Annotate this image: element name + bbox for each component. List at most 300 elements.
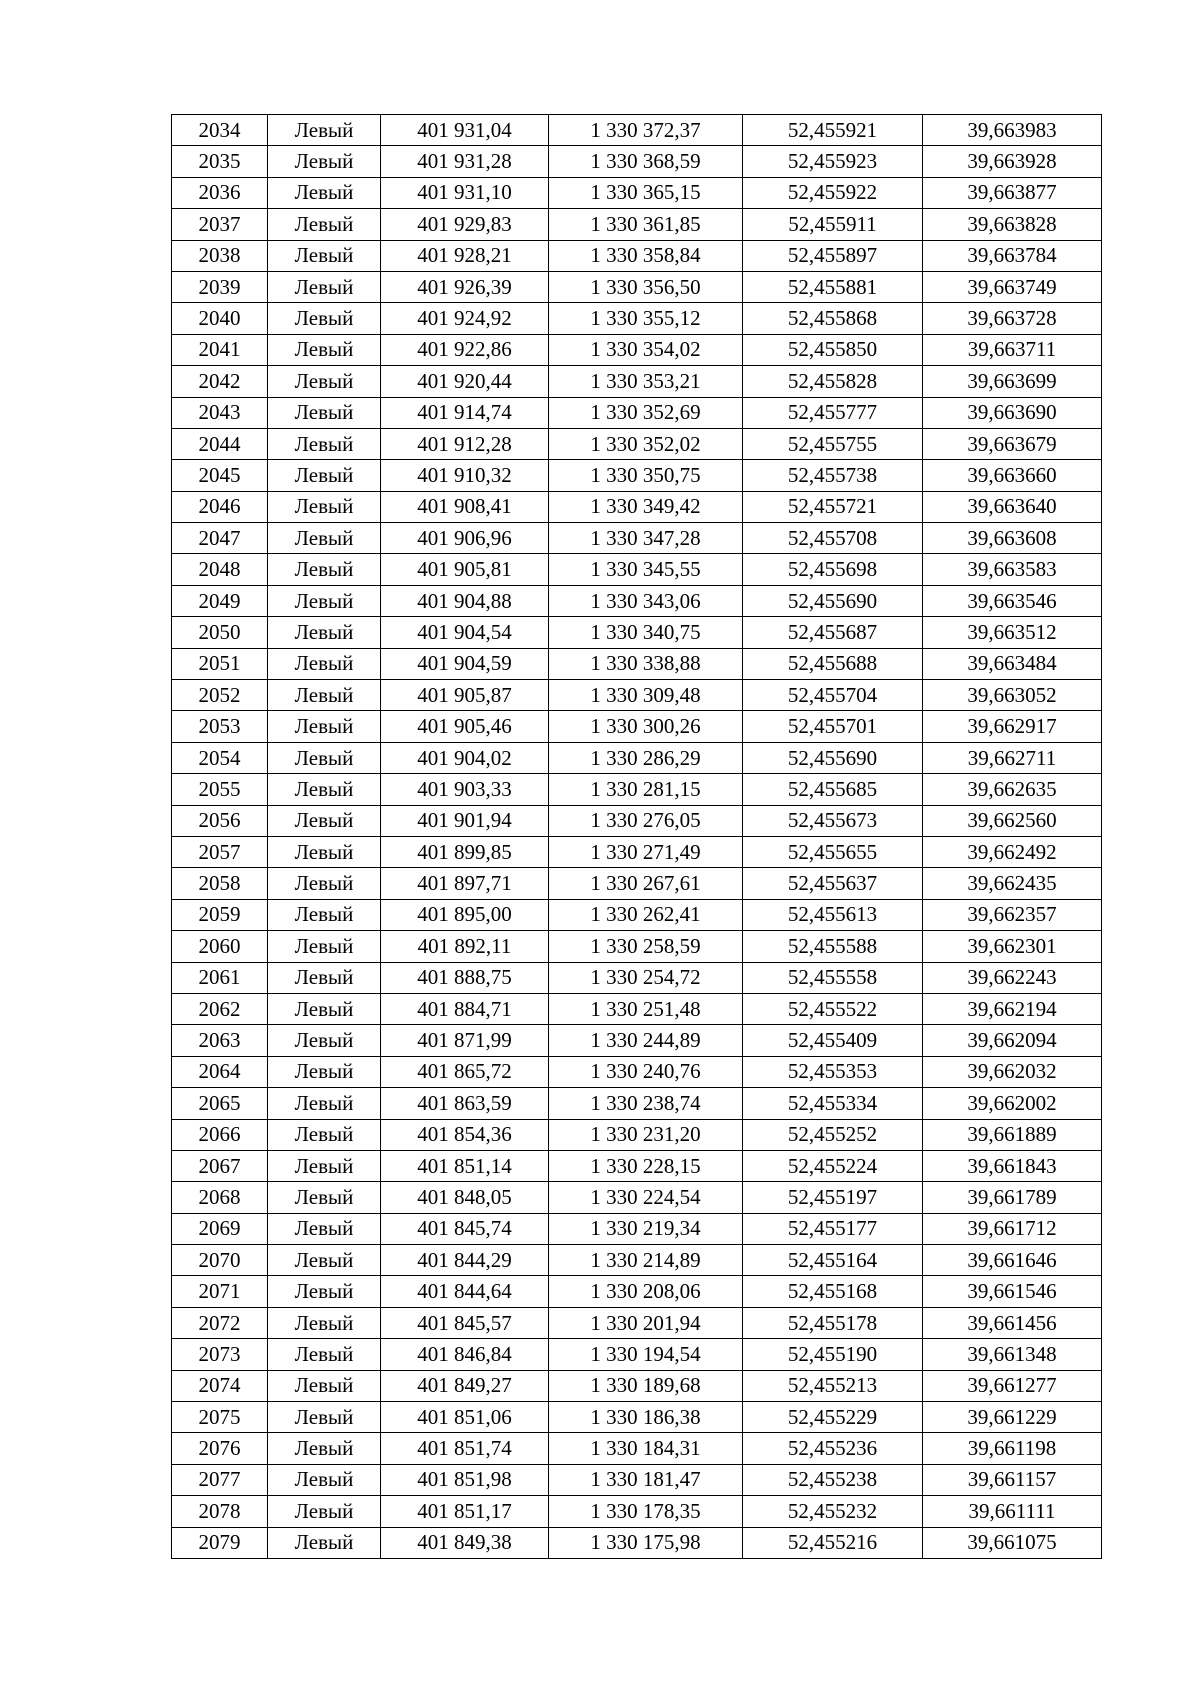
table-row [172, 1307, 1102, 1338]
latitude-cell: 52,455685 [743, 774, 923, 805]
y-coordinate-cell: 1 330 276,05 [549, 805, 743, 836]
latitude-cell: 52,455687 [743, 617, 923, 648]
side-cell: Левый [268, 742, 381, 773]
side-cell: Левый [268, 1496, 381, 1527]
latitude-cell: 52,455868 [743, 303, 923, 334]
point-number-cell: 2067 [172, 1150, 268, 1181]
x-coordinate-cell: 401 908,41 [381, 491, 549, 522]
point-number-cell: 2054 [172, 742, 268, 773]
longitude-cell: 39,663512 [923, 617, 1102, 648]
x-coordinate-cell: 401 912,28 [381, 428, 549, 459]
longitude-cell: 39,661889 [923, 1119, 1102, 1150]
y-coordinate-cell: 1 330 309,48 [549, 680, 743, 711]
point-number-cell: 2039 [172, 271, 268, 302]
side-cell: Левый [268, 836, 381, 867]
y-coordinate-cell: 1 330 281,15 [549, 774, 743, 805]
x-coordinate-cell: 401 931,28 [381, 146, 549, 177]
side-cell: Левый [268, 1276, 381, 1307]
side-cell: Левый [268, 617, 381, 648]
point-number-cell: 2040 [172, 303, 268, 334]
point-number-cell: 2056 [172, 805, 268, 836]
x-coordinate-cell: 401 904,88 [381, 585, 549, 616]
table-row [172, 1464, 1102, 1495]
longitude-cell: 39,663546 [923, 585, 1102, 616]
longitude-cell: 39,663583 [923, 554, 1102, 585]
y-coordinate-cell: 1 330 372,37 [549, 115, 743, 146]
table-row [172, 1433, 1102, 1464]
table-row [172, 836, 1102, 867]
y-coordinate-cell: 1 330 300,26 [549, 711, 743, 742]
point-number-cell: 2079 [172, 1527, 268, 1558]
latitude-cell: 52,455923 [743, 146, 923, 177]
latitude-cell: 52,455721 [743, 491, 923, 522]
point-number-cell: 2071 [172, 1276, 268, 1307]
x-coordinate-cell: 401 901,94 [381, 805, 549, 836]
y-coordinate-cell: 1 330 181,47 [549, 1464, 743, 1495]
longitude-cell: 39,661789 [923, 1182, 1102, 1213]
latitude-cell: 52,455911 [743, 209, 923, 240]
y-coordinate-cell: 1 330 175,98 [549, 1527, 743, 1558]
longitude-cell: 39,662301 [923, 931, 1102, 962]
x-coordinate-cell: 401 851,17 [381, 1496, 549, 1527]
longitude-cell: 39,663690 [923, 397, 1102, 428]
latitude-cell: 52,455177 [743, 1213, 923, 1244]
longitude-cell: 39,661157 [923, 1464, 1102, 1495]
table-row [172, 303, 1102, 334]
point-number-cell: 2042 [172, 366, 268, 397]
side-cell: Левый [268, 931, 381, 962]
longitude-cell: 39,661075 [923, 1527, 1102, 1558]
table-row [172, 177, 1102, 208]
longitude-cell: 39,663877 [923, 177, 1102, 208]
table-row [172, 680, 1102, 711]
longitude-cell: 39,663728 [923, 303, 1102, 334]
side-cell: Левый [268, 774, 381, 805]
side-cell: Левый [268, 1025, 381, 1056]
point-number-cell: 2055 [172, 774, 268, 805]
x-coordinate-cell: 401 865,72 [381, 1056, 549, 1087]
y-coordinate-cell: 1 330 267,61 [549, 868, 743, 899]
x-coordinate-cell: 401 903,33 [381, 774, 549, 805]
x-coordinate-cell: 401 904,59 [381, 648, 549, 679]
longitude-cell: 39,661843 [923, 1150, 1102, 1181]
latitude-cell: 52,455164 [743, 1245, 923, 1276]
y-coordinate-cell: 1 330 228,15 [549, 1150, 743, 1181]
x-coordinate-cell: 401 924,92 [381, 303, 549, 334]
side-cell: Левый [268, 899, 381, 930]
longitude-cell: 39,663983 [923, 115, 1102, 146]
side-cell: Левый [268, 428, 381, 459]
y-coordinate-cell: 1 330 350,75 [549, 460, 743, 491]
longitude-cell: 39,662635 [923, 774, 1102, 805]
point-number-cell: 2062 [172, 993, 268, 1024]
side-cell: Левый [268, 1370, 381, 1401]
x-coordinate-cell: 401 871,99 [381, 1025, 549, 1056]
table-row [172, 899, 1102, 930]
point-number-cell: 2074 [172, 1370, 268, 1401]
y-coordinate-cell: 1 330 240,76 [549, 1056, 743, 1087]
table-row [172, 1245, 1102, 1276]
latitude-cell: 52,455922 [743, 177, 923, 208]
side-cell: Левый [268, 993, 381, 1024]
longitude-cell: 39,662357 [923, 899, 1102, 930]
y-coordinate-cell: 1 330 345,55 [549, 554, 743, 585]
latitude-cell: 52,455738 [743, 460, 923, 491]
latitude-cell: 52,455708 [743, 523, 923, 554]
longitude-cell: 39,661198 [923, 1433, 1102, 1464]
table-row [172, 742, 1102, 773]
x-coordinate-cell: 401 849,27 [381, 1370, 549, 1401]
table-row [172, 1496, 1102, 1527]
side-cell: Левый [268, 1307, 381, 1338]
latitude-cell: 52,455690 [743, 585, 923, 616]
side-cell: Левый [268, 1464, 381, 1495]
x-coordinate-cell: 401 851,14 [381, 1150, 549, 1181]
x-coordinate-cell: 401 845,74 [381, 1213, 549, 1244]
latitude-cell: 52,455558 [743, 962, 923, 993]
side-cell: Левый [268, 240, 381, 271]
x-coordinate-cell: 401 914,74 [381, 397, 549, 428]
longitude-cell: 39,662560 [923, 805, 1102, 836]
longitude-cell: 39,661646 [923, 1245, 1102, 1276]
x-coordinate-cell: 401 926,39 [381, 271, 549, 302]
point-number-cell: 2069 [172, 1213, 268, 1244]
y-coordinate-cell: 1 330 353,21 [549, 366, 743, 397]
point-number-cell: 2078 [172, 1496, 268, 1527]
longitude-cell: 39,663828 [923, 209, 1102, 240]
table-row [172, 428, 1102, 459]
y-coordinate-cell: 1 330 355,12 [549, 303, 743, 334]
latitude-cell: 52,455197 [743, 1182, 923, 1213]
table-row [172, 931, 1102, 962]
side-cell: Левый [268, 648, 381, 679]
table-row [172, 711, 1102, 742]
point-number-cell: 2076 [172, 1433, 268, 1464]
side-cell: Левый [268, 397, 381, 428]
table-row [172, 1276, 1102, 1307]
latitude-cell: 52,455229 [743, 1402, 923, 1433]
y-coordinate-cell: 1 330 231,20 [549, 1119, 743, 1150]
point-number-cell: 2047 [172, 523, 268, 554]
latitude-cell: 52,455881 [743, 271, 923, 302]
latitude-cell: 52,455704 [743, 680, 923, 711]
longitude-cell: 39,661546 [923, 1276, 1102, 1307]
longitude-cell: 39,663784 [923, 240, 1102, 271]
y-coordinate-cell: 1 330 244,89 [549, 1025, 743, 1056]
point-number-cell: 2077 [172, 1464, 268, 1495]
point-number-cell: 2075 [172, 1402, 268, 1433]
table-row [172, 1182, 1102, 1213]
point-number-cell: 2053 [172, 711, 268, 742]
longitude-cell: 39,663484 [923, 648, 1102, 679]
side-cell: Левый [268, 1527, 381, 1558]
table-row [172, 585, 1102, 616]
latitude-cell: 52,455334 [743, 1088, 923, 1119]
side-cell: Левый [268, 805, 381, 836]
side-cell: Левый [268, 1056, 381, 1087]
point-number-cell: 2043 [172, 397, 268, 428]
latitude-cell: 52,455168 [743, 1276, 923, 1307]
point-number-cell: 2041 [172, 334, 268, 365]
table-row [172, 1025, 1102, 1056]
latitude-cell: 52,455236 [743, 1433, 923, 1464]
latitude-cell: 52,455850 [743, 334, 923, 365]
table-row [172, 115, 1102, 146]
latitude-cell: 52,455613 [743, 899, 923, 930]
table-row [172, 774, 1102, 805]
latitude-cell: 52,455673 [743, 805, 923, 836]
longitude-cell: 39,662435 [923, 868, 1102, 899]
y-coordinate-cell: 1 330 352,02 [549, 428, 743, 459]
side-cell: Левый [268, 868, 381, 899]
x-coordinate-cell: 401 863,59 [381, 1088, 549, 1119]
longitude-cell: 39,661712 [923, 1213, 1102, 1244]
y-coordinate-cell: 1 330 186,38 [549, 1402, 743, 1433]
table-row [172, 1119, 1102, 1150]
y-coordinate-cell: 1 330 361,85 [549, 209, 743, 240]
table-row [172, 617, 1102, 648]
side-cell: Левый [268, 1119, 381, 1150]
table-row [172, 1370, 1102, 1401]
side-cell: Левый [268, 460, 381, 491]
y-coordinate-cell: 1 330 349,42 [549, 491, 743, 522]
x-coordinate-cell: 401 905,87 [381, 680, 549, 711]
latitude-cell: 52,455637 [743, 868, 923, 899]
latitude-cell: 52,455777 [743, 397, 923, 428]
table-row [172, 1088, 1102, 1119]
table-row [172, 491, 1102, 522]
point-number-cell: 2063 [172, 1025, 268, 1056]
x-coordinate-cell: 401 931,04 [381, 115, 549, 146]
latitude-cell: 52,455655 [743, 836, 923, 867]
point-number-cell: 2036 [172, 177, 268, 208]
table-row [172, 240, 1102, 271]
point-number-cell: 2073 [172, 1339, 268, 1370]
point-number-cell: 2070 [172, 1245, 268, 1276]
y-coordinate-cell: 1 330 262,41 [549, 899, 743, 930]
point-number-cell: 2060 [172, 931, 268, 962]
longitude-cell: 39,662094 [923, 1025, 1102, 1056]
longitude-cell: 39,661456 [923, 1307, 1102, 1338]
table-row [172, 1339, 1102, 1370]
side-cell: Левый [268, 1213, 381, 1244]
longitude-cell: 39,662243 [923, 962, 1102, 993]
latitude-cell: 52,455588 [743, 931, 923, 962]
x-coordinate-cell: 401 931,10 [381, 177, 549, 208]
table-row [172, 523, 1102, 554]
longitude-cell: 39,663711 [923, 334, 1102, 365]
table-row [172, 1056, 1102, 1087]
y-coordinate-cell: 1 330 178,35 [549, 1496, 743, 1527]
x-coordinate-cell: 401 906,96 [381, 523, 549, 554]
table-row [172, 209, 1102, 240]
longitude-cell: 39,663660 [923, 460, 1102, 491]
point-number-cell: 2058 [172, 868, 268, 899]
point-number-cell: 2037 [172, 209, 268, 240]
side-cell: Левый [268, 554, 381, 585]
side-cell: Левый [268, 1245, 381, 1276]
y-coordinate-cell: 1 330 356,50 [549, 271, 743, 302]
longitude-cell: 39,663928 [923, 146, 1102, 177]
x-coordinate-cell: 401 846,84 [381, 1339, 549, 1370]
side-cell: Левый [268, 962, 381, 993]
point-number-cell: 2061 [172, 962, 268, 993]
side-cell: Левый [268, 711, 381, 742]
x-coordinate-cell: 401 844,64 [381, 1276, 549, 1307]
y-coordinate-cell: 1 330 340,75 [549, 617, 743, 648]
longitude-cell: 39,662917 [923, 711, 1102, 742]
point-number-cell: 2064 [172, 1056, 268, 1087]
point-number-cell: 2057 [172, 836, 268, 867]
longitude-cell: 39,663640 [923, 491, 1102, 522]
x-coordinate-cell: 401 905,81 [381, 554, 549, 585]
latitude-cell: 52,455213 [743, 1370, 923, 1401]
table-row [172, 993, 1102, 1024]
side-cell: Левый [268, 585, 381, 616]
x-coordinate-cell: 401 851,98 [381, 1464, 549, 1495]
side-cell: Левый [268, 1339, 381, 1370]
latitude-cell: 52,455178 [743, 1307, 923, 1338]
longitude-cell: 39,662711 [923, 742, 1102, 773]
latitude-cell: 52,455698 [743, 554, 923, 585]
longitude-cell: 39,663052 [923, 680, 1102, 711]
y-coordinate-cell: 1 330 238,74 [549, 1088, 743, 1119]
table-row [172, 271, 1102, 302]
side-cell: Левый [268, 146, 381, 177]
y-coordinate-cell: 1 330 286,29 [549, 742, 743, 773]
y-coordinate-cell: 1 330 352,69 [549, 397, 743, 428]
point-number-cell: 2051 [172, 648, 268, 679]
latitude-cell: 52,455224 [743, 1150, 923, 1181]
side-cell: Левый [268, 177, 381, 208]
point-number-cell: 2068 [172, 1182, 268, 1213]
latitude-cell: 52,455216 [743, 1527, 923, 1558]
point-number-cell: 2065 [172, 1088, 268, 1119]
latitude-cell: 52,455701 [743, 711, 923, 742]
point-number-cell: 2050 [172, 617, 268, 648]
latitude-cell: 52,455409 [743, 1025, 923, 1056]
table-row [172, 460, 1102, 491]
latitude-cell: 52,455252 [743, 1119, 923, 1150]
table-row [172, 648, 1102, 679]
point-number-cell: 2035 [172, 146, 268, 177]
latitude-cell: 52,455238 [743, 1464, 923, 1495]
longitude-cell: 39,663608 [923, 523, 1102, 554]
table-row [172, 1150, 1102, 1181]
x-coordinate-cell: 401 904,02 [381, 742, 549, 773]
point-number-cell: 2072 [172, 1307, 268, 1338]
y-coordinate-cell: 1 330 201,94 [549, 1307, 743, 1338]
longitude-cell: 39,661277 [923, 1370, 1102, 1401]
x-coordinate-cell: 401 884,71 [381, 993, 549, 1024]
side-cell: Левый [268, 115, 381, 146]
side-cell: Левый [268, 334, 381, 365]
point-number-cell: 2034 [172, 115, 268, 146]
x-coordinate-cell: 401 844,29 [381, 1245, 549, 1276]
x-coordinate-cell: 401 888,75 [381, 962, 549, 993]
y-coordinate-cell: 1 330 254,72 [549, 962, 743, 993]
x-coordinate-cell: 401 920,44 [381, 366, 549, 397]
latitude-cell: 52,455690 [743, 742, 923, 773]
side-cell: Левый [268, 1402, 381, 1433]
table-row [172, 366, 1102, 397]
table-row [172, 146, 1102, 177]
y-coordinate-cell: 1 330 224,54 [549, 1182, 743, 1213]
side-cell: Левый [268, 680, 381, 711]
side-cell: Левый [268, 1150, 381, 1181]
point-number-cell: 2049 [172, 585, 268, 616]
table-row [172, 1402, 1102, 1433]
side-cell: Левый [268, 523, 381, 554]
y-coordinate-cell: 1 330 347,28 [549, 523, 743, 554]
y-coordinate-cell: 1 330 194,54 [549, 1339, 743, 1370]
point-number-cell: 2066 [172, 1119, 268, 1150]
side-cell: Левый [268, 1088, 381, 1119]
latitude-cell: 52,455897 [743, 240, 923, 271]
x-coordinate-cell: 401 848,05 [381, 1182, 549, 1213]
point-number-cell: 2046 [172, 491, 268, 522]
longitude-cell: 39,661229 [923, 1402, 1102, 1433]
x-coordinate-cell: 401 922,86 [381, 334, 549, 365]
coordinates-table [171, 114, 1102, 1559]
y-coordinate-cell: 1 330 365,15 [549, 177, 743, 208]
x-coordinate-cell: 401 851,74 [381, 1433, 549, 1464]
table-row [172, 962, 1102, 993]
latitude-cell: 52,455828 [743, 366, 923, 397]
x-coordinate-cell: 401 928,21 [381, 240, 549, 271]
latitude-cell: 52,455522 [743, 993, 923, 1024]
side-cell: Левый [268, 1182, 381, 1213]
y-coordinate-cell: 1 330 358,84 [549, 240, 743, 271]
table-row [172, 1527, 1102, 1558]
y-coordinate-cell: 1 330 189,68 [549, 1370, 743, 1401]
longitude-cell: 39,662194 [923, 993, 1102, 1024]
x-coordinate-cell: 401 851,06 [381, 1402, 549, 1433]
x-coordinate-cell: 401 849,38 [381, 1527, 549, 1558]
side-cell: Левый [268, 491, 381, 522]
longitude-cell: 39,662032 [923, 1056, 1102, 1087]
latitude-cell: 52,455190 [743, 1339, 923, 1370]
x-coordinate-cell: 401 904,54 [381, 617, 549, 648]
point-number-cell: 2048 [172, 554, 268, 585]
table-row [172, 805, 1102, 836]
x-coordinate-cell: 401 895,00 [381, 899, 549, 930]
y-coordinate-cell: 1 330 338,88 [549, 648, 743, 679]
longitude-cell: 39,661348 [923, 1339, 1102, 1370]
y-coordinate-cell: 1 330 354,02 [549, 334, 743, 365]
y-coordinate-cell: 1 330 258,59 [549, 931, 743, 962]
latitude-cell: 52,455755 [743, 428, 923, 459]
side-cell: Левый [268, 1433, 381, 1464]
x-coordinate-cell: 401 899,85 [381, 836, 549, 867]
y-coordinate-cell: 1 330 271,49 [549, 836, 743, 867]
longitude-cell: 39,663699 [923, 366, 1102, 397]
side-cell: Левый [268, 366, 381, 397]
latitude-cell: 52,455232 [743, 1496, 923, 1527]
x-coordinate-cell: 401 929,83 [381, 209, 549, 240]
y-coordinate-cell: 1 330 343,06 [549, 585, 743, 616]
side-cell: Левый [268, 271, 381, 302]
latitude-cell: 52,455688 [743, 648, 923, 679]
side-cell: Левый [268, 303, 381, 334]
latitude-cell: 52,455353 [743, 1056, 923, 1087]
x-coordinate-cell: 401 845,57 [381, 1307, 549, 1338]
y-coordinate-cell: 1 330 219,34 [549, 1213, 743, 1244]
table-row [172, 868, 1102, 899]
coordinates-table-body [172, 115, 1102, 1559]
y-coordinate-cell: 1 330 368,59 [549, 146, 743, 177]
x-coordinate-cell: 401 897,71 [381, 868, 549, 899]
